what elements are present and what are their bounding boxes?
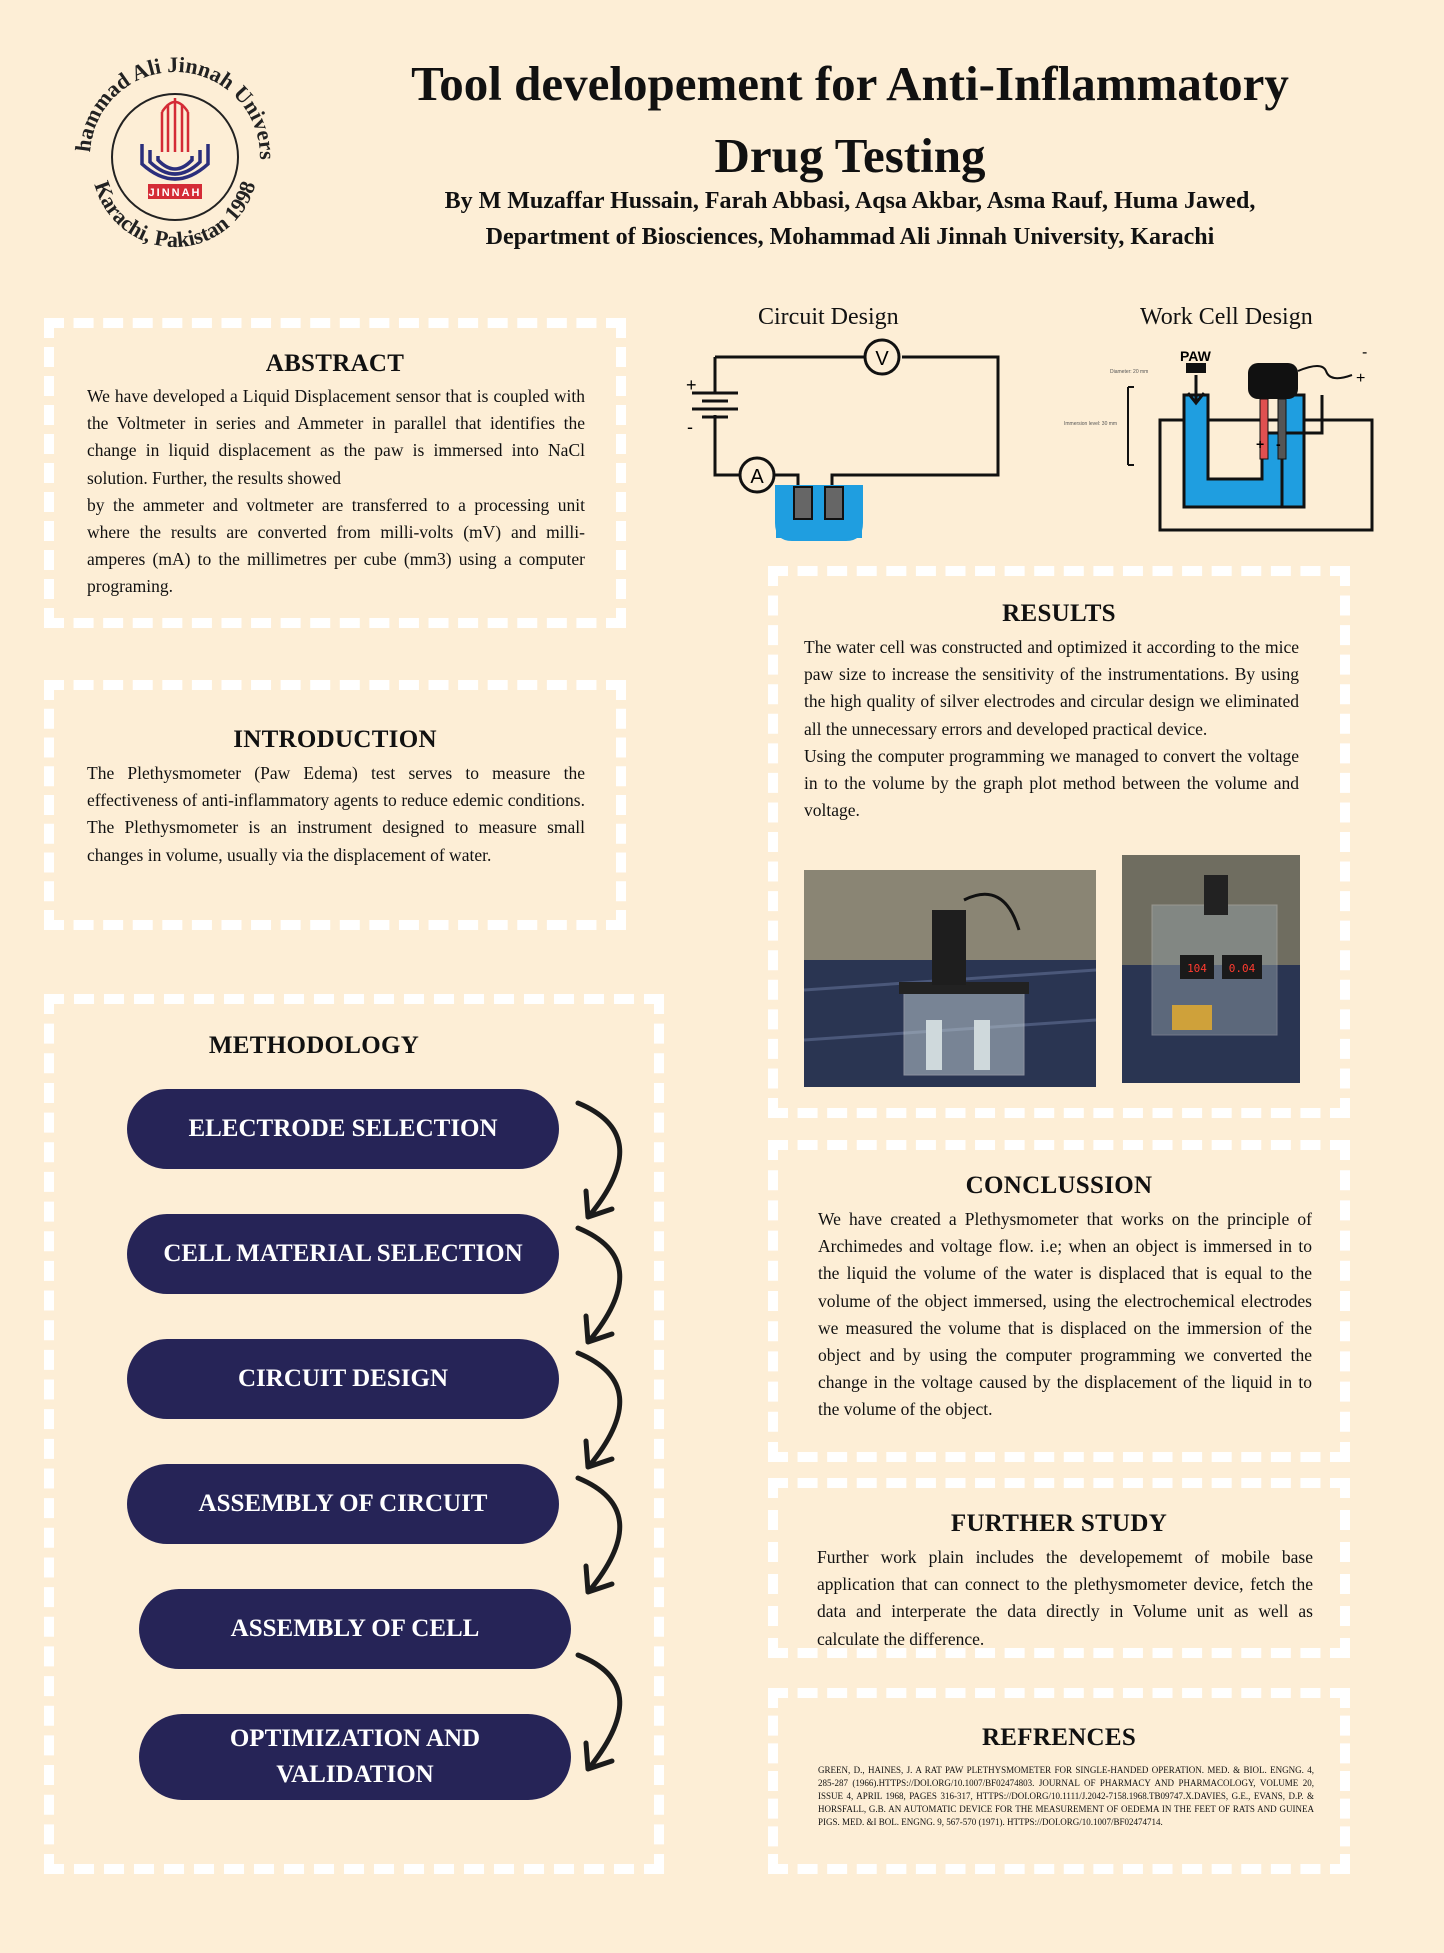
results-heading: RESULTS — [1002, 600, 1116, 627]
svg-text:Diameter: 20 mm: Diameter: 20 mm — [1110, 369, 1149, 375]
department: Department of Biosciences, Mohammad Ali Jinnah University, Karachi — [485, 224, 1215, 250]
logo-banner: JINNAH — [148, 187, 202, 199]
flow-arrow-icon — [578, 1655, 620, 1769]
references-section — [768, 1688, 1350, 1874]
introduction-section — [44, 680, 626, 930]
svg-text:Karachi, Pakistan 1998: Karachi, Pakistan 1998 — [89, 177, 261, 253]
work-cell-design-title: Work Cell Design — [1140, 304, 1313, 330]
flow-arrows — [560, 1095, 650, 1815]
flow-arrow-icon — [578, 1228, 620, 1342]
meter-reading-right: 0.04 — [1228, 962, 1256, 975]
circuit-design-title: Circuit Design — [758, 304, 899, 330]
svg-text:Immersion level: 30 mm: Immersion level: 30 mm — [1064, 421, 1118, 427]
probe-plus: + — [1356, 370, 1366, 387]
method-step-5: ASSEMBLY OF CELL — [139, 1589, 571, 1669]
probe-minus: - — [1362, 344, 1368, 361]
further-study-section — [768, 1478, 1350, 1658]
introduction-heading: INTRODUCTION — [233, 726, 437, 753]
references-text: GREEN, D., HAINES, J. A RAT PAW PLETHYSMOMETER FOR SINGLE-HANDED OPERATION. MED. & BIOL. ENGNG. 4, 285-287 (1966).HTTPS://DOI.ORG/10.1007/BF02474803. JOURNAL OF PHARMACY AND PHARMACOLOGY, VOLUME 20, ISSUE 4, APRIL 1968, PAGES 316-317, HTTPS://DOI.ORG/10.1111/J.2042-7158.1968.TB09747.X.DAVIES, G.E., EVANS, D.P. & HORSFALL, G.B. AN AUTOMATIC DEVICE FOR THE MEASUREMENT OF OEDEMA IN THE FEET OF RATS AND GUINEA PIGS. MED. &I BOL. ENGNG. 9, 567-570 (1971). HTTPS://DOI.ORG/10.1007/BF02474714. — [818, 1765, 1314, 1827]
electrode-minus: - — [1276, 436, 1281, 452]
abstract-section — [44, 318, 626, 628]
poster-title-line1: Tool developement for Anti-Inflammatory — [411, 56, 1289, 111]
abstract-heading: ABSTRACT — [265, 350, 405, 377]
further-study-heading: FURTHER STUDY — [950, 1510, 1168, 1537]
electrode-plus: + — [1256, 436, 1265, 452]
battery-plus: + — [686, 375, 697, 395]
meter-reading-left: 104 — [1187, 962, 1207, 975]
method-step-2: CELL MATERIAL SELECTION — [127, 1214, 559, 1294]
device-photo-1 — [804, 870, 1096, 1087]
conclusion-section — [768, 1140, 1350, 1462]
introduction-text: The Plethysmometer (Paw Edema) test serves to measure the effectiveness of anti-inflammatory agents to reduce edemic conditions. The Plethysmometer is an instrument designed to measure small changes in volume, usually via the displacement of water. — [87, 763, 585, 865]
svg-text:Mohammad Ali Jinnah University: hammad Ali Jinnah Univers — [70, 52, 280, 160]
circuit-diagram — [680, 335, 1010, 545]
voltmeter-label: V — [875, 348, 889, 370]
flow-arrow-icon — [578, 1103, 620, 1217]
paw-label: PAW — [1180, 348, 1211, 364]
conclusion-text: We have created a Plethysmometer that works on the principle of Archimedes and voltage flow. i.e; when an object is immersed in to the liquid the volume of the water is displaced that is equal to the volume of the object immersed, using the electrochemical electrodes we measured the volume that is displaced on the immersion of the object and by using the computer programming we converted the change in the voltage caused by the displacement of the liquid in to the volume of the object. — [818, 1209, 1312, 1420]
ammeter-label: A — [750, 466, 764, 488]
conclusion-heading: CONCLUSSION — [965, 1172, 1153, 1199]
references-heading: REFRENCES — [981, 1724, 1137, 1751]
methodology-heading: METHODOLOGY — [208, 1032, 420, 1059]
method-step-4: ASSEMBLY OF CIRCUIT — [127, 1464, 559, 1544]
further-study-text: Further work plain includes the developememt of mobile base application that can connect to the plethysmometer device, fetch the data and interperate the data directly in Volume unit as well as calculate the difference. — [817, 1547, 1313, 1649]
flow-arrow-icon — [578, 1478, 620, 1592]
battery-minus: - — [687, 417, 693, 437]
authors: By M Muzaffar Hussain, Farah Abbasi, Aqsa Akbar, Asma Rauf, Huma Jawed, — [444, 188, 1256, 214]
work-cell-diagram — [1060, 335, 1380, 535]
results-text: The water cell was constructed and optimized it according to the mice paw size to increase the sensitivity of the instrumentations. By using the high quality of silver electrodes and circular design we eliminated all the unnecessary errors and developed practical device. Using the computer programming we managed to convert the voltage in to the volume by the graph plot method between the volume and voltage. — [804, 637, 1299, 821]
university-logo — [70, 52, 280, 262]
method-step-1: ELECTRODE SELECTION — [127, 1089, 559, 1169]
method-step-3: CIRCUIT DESIGN — [127, 1339, 559, 1419]
flow-arrow-icon — [578, 1353, 620, 1467]
method-step-6: OPTIMIZATION AND VALIDATION — [139, 1714, 571, 1800]
device-photo-2 — [1122, 855, 1300, 1083]
poster-title-line2: Drug Testing — [714, 128, 986, 183]
abstract-text: We have developed a Liquid Displacement sensor that is coupled with the Voltmeter in series and Ammeter in parallel that identifies the change in liquid displacement as the paw is immersed into NaCl solution. Further, the results showed by the ammeter and voltmeter are transferred to a processing unit where the results are converted from milli-volts (mV) and milli-amperes (mA) to the millimetres per cube (mm3) using a computer programing. — [87, 386, 585, 597]
